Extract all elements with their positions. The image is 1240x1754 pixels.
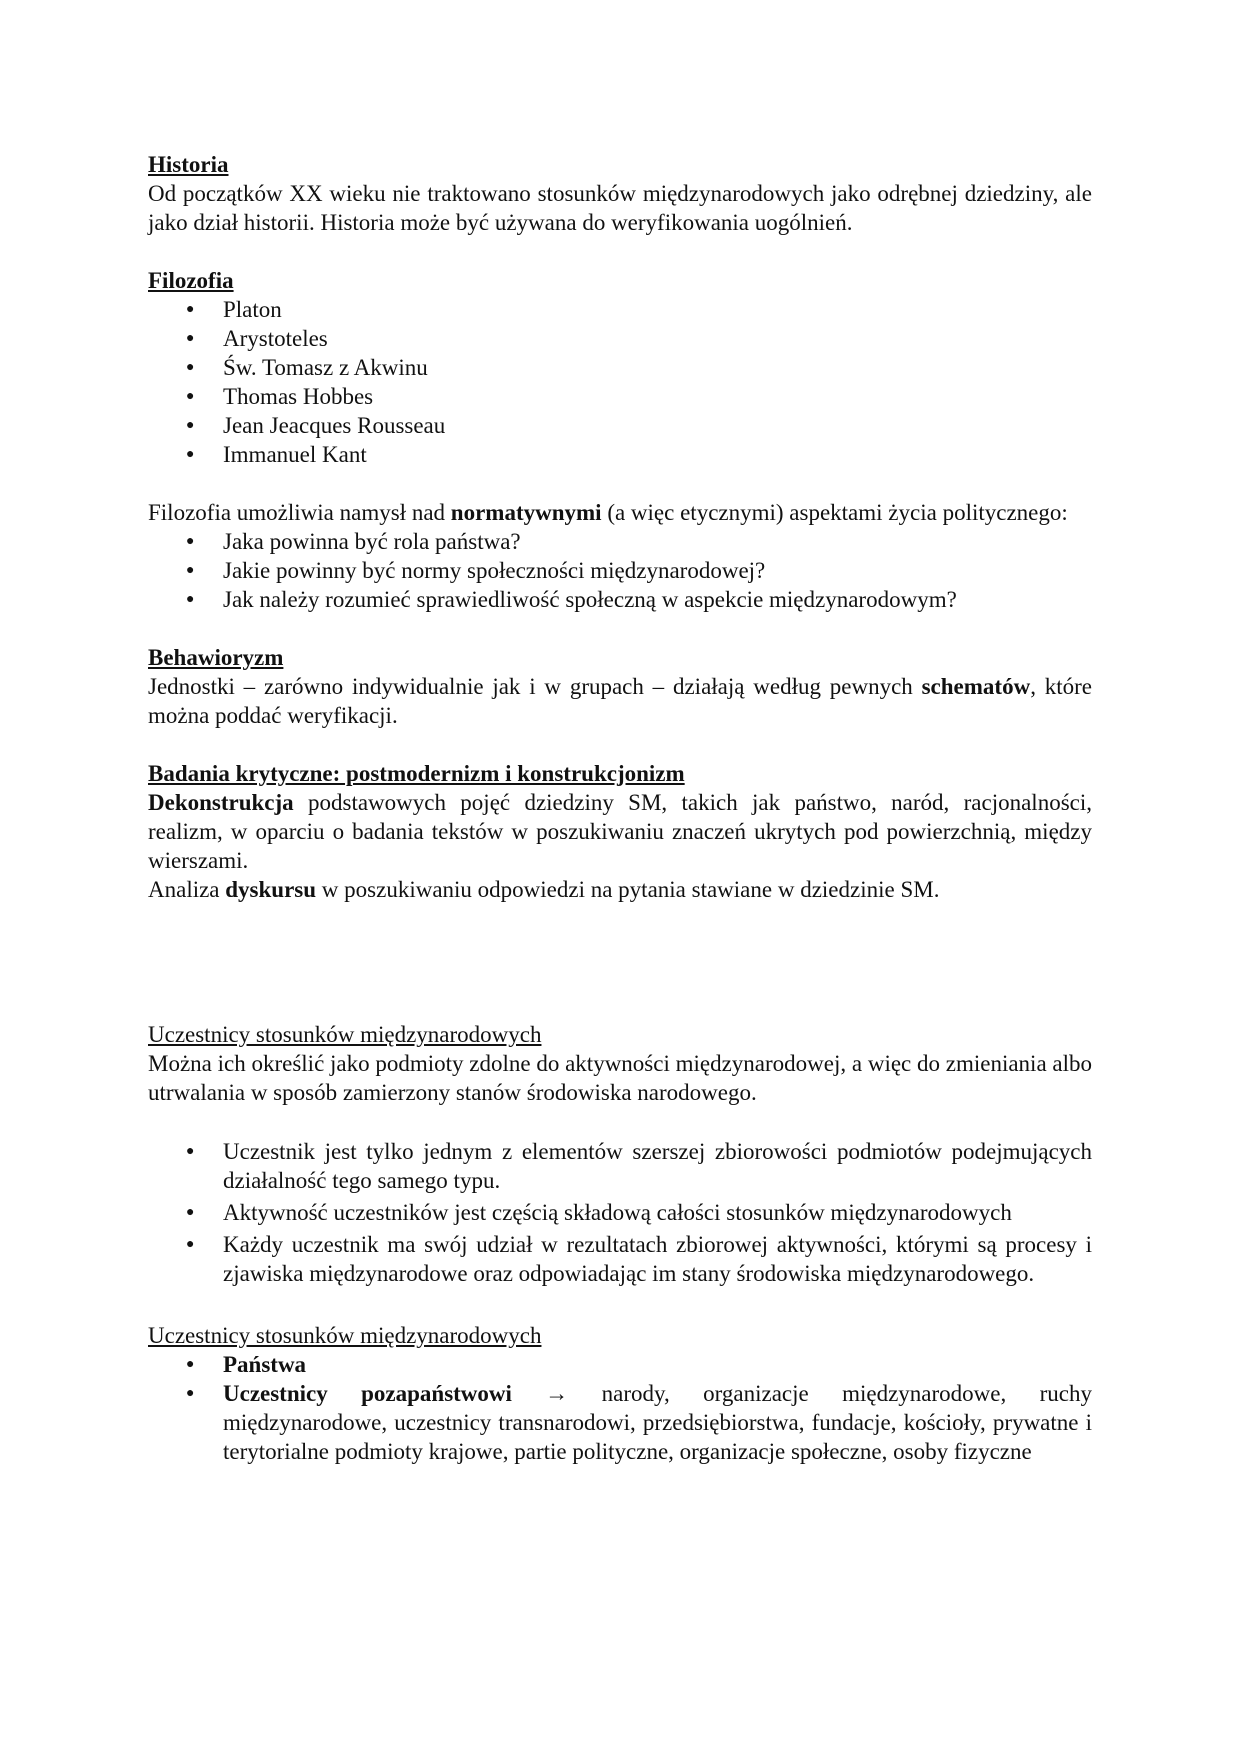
list-item: ● Jaka powinna być rola państwa?	[148, 527, 1092, 556]
pozapanstwowi-label: Uczestnicy pozapaństwowi	[223, 1381, 512, 1406]
badania-p1-bold: Dekonstrukcja	[148, 790, 294, 815]
list-item: ● Jak należy rozumieć sprawiedliwość społeczną w aspekcie międzynarodowym?	[148, 585, 1092, 614]
historia-paragraph: Od początków XX wieku nie traktowano stosunków międzynarodowych jako odrębnej dziedziny, ale jako dział historii. Historia może być używana do weryfikowania uogólnień.	[148, 181, 1092, 235]
document-page	[148, 150, 1092, 1466]
list-item: ● Jakie powinny być normy społeczności międzynarodowej?	[148, 556, 1092, 585]
list-item: ● Św. Tomasz z Akwinu	[148, 353, 1092, 382]
list-item: ● Aktywność uczestników jest częścią składową całości stosunków międzynarodowych	[148, 1198, 1092, 1227]
badania-p2-after: w poszukiwaniu odpowiedzi na pytania stawiane w dziedzinie SM.	[316, 877, 940, 902]
questions-list	[148, 527, 1092, 614]
behawioryzm-paragraph	[148, 672, 1092, 730]
badania-paragraph-2	[148, 875, 1092, 904]
behawioryzm-text-bold: schematów	[921, 674, 1031, 699]
badania-p2-bold: dyskursu	[225, 877, 317, 902]
badania-heading: Badania krytyczne: postmodernizm i konstrukcjonizm	[148, 761, 685, 786]
historia-heading: Historia	[148, 152, 229, 177]
list-item: ● Arystoteles	[148, 324, 1092, 353]
list-item: ● Każdy uczestnik ma swój udział w rezultatach zbiorowej aktywności, którymi są procesy i zjawiska międzynarodowe oraz odpowiadając im stany środowiska międzynarodowego.	[148, 1230, 1092, 1288]
filozofia-intro	[148, 498, 1092, 527]
list-item	[148, 1379, 1092, 1466]
filozofia-intro-before: Filozofia umożliwia namysł nad	[148, 500, 451, 525]
uczestnicy-heading-2: Uczestnicy stosunków międzynarodowych	[148, 1323, 542, 1348]
list-item: ● Jean Jeacques Rousseau	[148, 411, 1092, 440]
behawioryzm-text-before: Jednostki – zarówno indywidualnie jak i w grupach – działają według pewnych	[148, 674, 922, 699]
uczestnicy-types-list	[148, 1350, 1092, 1466]
filozofia-heading: Filozofia	[148, 268, 234, 293]
uczestnicy-paragraph: Można ich określić jako podmioty zdolne do aktywności międzynarodowej, a więc do zmieniania albo utrwalania w sposób zamierzony stanów środowiska narodowego.	[148, 1051, 1092, 1105]
list-item	[148, 1350, 1092, 1379]
philosophers-list	[148, 295, 1092, 469]
badania-p1-text: podstawowych pojęć dziedziny SM, takich jak państwo, naród, racjonalności, realizm, w oparciu o badania tekstów w poszukiwaniu znaczeń ukrytych pod powierzchnią, między wierszami.	[148, 790, 1092, 873]
behawioryzm-text-after: , które można poddać weryfikacji.	[148, 674, 1093, 728]
list-item: ● Immanuel Kant	[148, 440, 1092, 469]
badania-paragraph-1	[148, 788, 1092, 875]
panstwa-label: Państwa	[223, 1352, 307, 1377]
behawioryzm-heading: Behawioryzm	[148, 645, 284, 670]
uczestnicy-heading-1: Uczestnicy stosunków międzynarodowych	[148, 1022, 542, 1047]
list-item: ● Uczestnik jest tylko jednym z elementów szerszej zbiorowości podmiotów podejmujących działalność tego samego typu.	[148, 1137, 1092, 1195]
list-item: ● Thomas Hobbes	[148, 382, 1092, 411]
list-item: ● Platon	[148, 295, 1092, 324]
filozofia-intro-after: (a więc etycznymi) aspektami życia politycznego:	[601, 500, 1068, 525]
pozapanstwowi-text: → narody, organizacje międzynarodowe, ruchy międzynarodowe, uczestnicy transnarodowi, przedsiębiorstwa, fundacje, kościoły, prywatne i terytorialne podmioty krajowe, partie polityczne, organizacje społeczne, osoby fizyczne	[223, 1381, 1092, 1464]
uczestnicy-list	[148, 1137, 1092, 1288]
badania-p2-before: Analiza	[148, 877, 226, 902]
filozofia-intro-bold: normatywnymi	[450, 500, 602, 525]
